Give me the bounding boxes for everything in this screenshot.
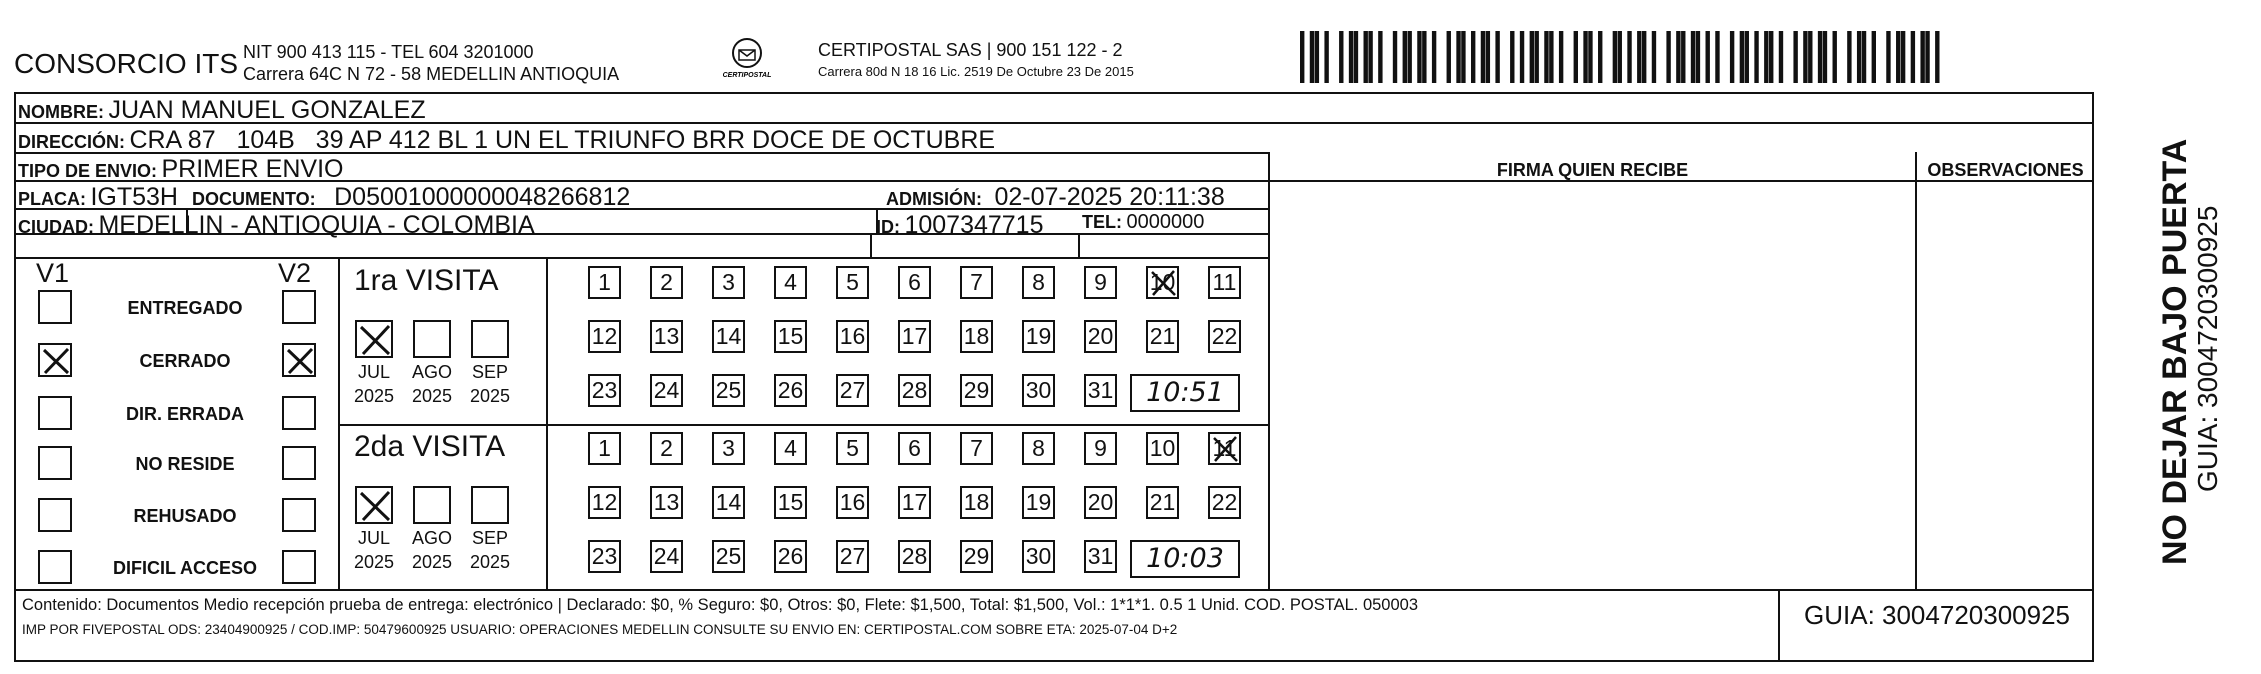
day-box[interactable] xyxy=(898,374,931,407)
day-number: 18 xyxy=(963,489,990,515)
day-number: 26 xyxy=(777,543,804,569)
day-box[interactable] xyxy=(1208,486,1241,519)
day-box[interactable] xyxy=(650,432,683,465)
tipo-label: TIPO DE ENVIO: xyxy=(18,161,158,181)
day-box[interactable] xyxy=(836,374,869,407)
day-box[interactable] xyxy=(650,320,683,353)
day-box[interactable] xyxy=(960,320,993,353)
ciudad-value: MEDELLIN - ANTIOQUIA - COLOMBIA xyxy=(98,211,535,239)
day-number: 14 xyxy=(715,489,742,515)
month-label: JUL xyxy=(357,528,390,548)
day-box[interactable] xyxy=(588,486,621,519)
visit-title: 1ra VISITA xyxy=(354,264,499,297)
month-label: AGO xyxy=(411,362,452,382)
id-label: ID: xyxy=(876,217,900,237)
day-number: 21 xyxy=(1149,489,1176,515)
day-number: 5 xyxy=(846,269,859,295)
status-label: ENTREGADO xyxy=(127,298,243,318)
nombre-value: JUAN MANUEL GONZALEZ xyxy=(108,96,426,124)
visit-time: 10:03 xyxy=(1130,540,1240,578)
day-number: 20 xyxy=(1087,323,1114,349)
day-box[interactable] xyxy=(712,266,745,299)
day-box[interactable] xyxy=(1208,432,1241,465)
nombre-row xyxy=(18,96,426,125)
direccion-label: DIRECCIÓN: xyxy=(18,132,125,152)
status-v1-checkbox[interactable] xyxy=(38,498,72,532)
day-number: 14 xyxy=(715,323,742,349)
day-number: 20 xyxy=(1087,489,1114,515)
documento-value: D05001000000048266812 xyxy=(334,183,631,211)
imp-text: IMP POR FIVEPOSTAL ODS: 23404900925 / COD.IMP: 50479600925 USUARIO: OPERACIONES MEDELLIN CONSULTE SU ENVIO EN: CERTIPOSTAL.COM SOBRE ETA: 2025-07-04 D+2 xyxy=(22,622,1178,637)
day-box[interactable] xyxy=(1208,320,1241,353)
day-box[interactable] xyxy=(712,540,745,573)
day-box[interactable] xyxy=(1084,432,1117,465)
day-number: 27 xyxy=(839,543,866,569)
id-row xyxy=(876,211,1044,240)
tipo-value: PRIMER ENVIO xyxy=(161,155,344,183)
day-box[interactable] xyxy=(1146,432,1179,465)
admision-value: 02-07-2025 20:11:38 xyxy=(994,183,1225,211)
day-number: 21 xyxy=(1149,323,1176,349)
day-number: 15 xyxy=(777,323,804,349)
company-name: CONSORCIO ITS xyxy=(14,48,239,79)
month-year: 2025 xyxy=(353,386,395,406)
day-number: 28 xyxy=(901,377,928,403)
day-box[interactable] xyxy=(774,320,807,353)
status-v1-checkbox[interactable] xyxy=(38,550,72,584)
status-v1-checkbox[interactable] xyxy=(38,343,72,377)
day-box[interactable] xyxy=(774,374,807,407)
side-line2: GUIA: 3004720300925 xyxy=(2192,205,2223,492)
day-box[interactable] xyxy=(588,540,621,573)
day-box[interactable] xyxy=(1146,320,1179,353)
day-box[interactable] xyxy=(898,540,931,573)
tipo-row xyxy=(18,155,343,184)
guia-box: GUIA: 3004720300925 xyxy=(1804,600,2070,630)
day-number: 31 xyxy=(1087,543,1114,569)
day-box[interactable] xyxy=(1084,266,1117,299)
day-number: 31 xyxy=(1087,377,1114,403)
day-box[interactable] xyxy=(898,320,931,353)
day-number: 4 xyxy=(784,435,797,461)
day-number: 13 xyxy=(653,489,680,515)
day-number: 26 xyxy=(777,377,804,403)
status-v1-checkbox[interactable] xyxy=(38,446,72,480)
day-box[interactable] xyxy=(1022,374,1055,407)
day-box[interactable] xyxy=(774,486,807,519)
day-box[interactable] xyxy=(1022,266,1055,299)
status-label: REHUSADO xyxy=(133,506,237,526)
observaciones-area[interactable] xyxy=(1917,182,2093,588)
admision-label: ADMISIÓN: xyxy=(886,189,982,209)
month-checkbox[interactable] xyxy=(413,320,451,358)
day-number: 6 xyxy=(908,435,921,461)
status-v2-checkbox[interactable] xyxy=(282,550,316,584)
month-label: JUL xyxy=(357,362,390,382)
day-number: 7 xyxy=(970,269,983,295)
day-number: 10 xyxy=(1149,269,1176,295)
day-box[interactable] xyxy=(650,266,683,299)
status-v2-checkbox[interactable] xyxy=(282,446,316,480)
day-number: 8 xyxy=(1032,435,1045,461)
day-number: 23 xyxy=(591,377,618,403)
admision-row xyxy=(886,183,1225,212)
day-box[interactable] xyxy=(836,266,869,299)
day-box[interactable] xyxy=(836,486,869,519)
month-year: 2025 xyxy=(353,552,395,572)
day-box[interactable] xyxy=(960,486,993,519)
day-number: 22 xyxy=(1211,489,1238,515)
day-number: 17 xyxy=(901,489,928,515)
day-number: 13 xyxy=(653,323,680,349)
day-box[interactable] xyxy=(588,266,621,299)
day-number: 6 xyxy=(908,269,921,295)
day-box[interactable] xyxy=(1084,320,1117,353)
tel-label: TEL: xyxy=(1082,212,1122,232)
day-number: 23 xyxy=(591,543,618,569)
day-number: 1 xyxy=(598,269,611,295)
documento-row xyxy=(192,183,630,212)
day-box[interactable] xyxy=(960,374,993,407)
day-box[interactable] xyxy=(1022,540,1055,573)
day-number: 25 xyxy=(715,543,742,569)
day-box[interactable] xyxy=(712,320,745,353)
barcode xyxy=(1300,31,1940,83)
day-box[interactable] xyxy=(898,432,931,465)
month-checkbox[interactable] xyxy=(413,486,451,524)
company-address: Carrera 64C N 72 - 58 MEDELLIN ANTIOQUIA xyxy=(243,64,620,84)
day-number: 10 xyxy=(1149,435,1176,461)
day-number: 24 xyxy=(653,377,680,403)
status-v1-checkbox[interactable] xyxy=(38,290,72,324)
day-number: 30 xyxy=(1025,377,1052,403)
day-box[interactable] xyxy=(712,486,745,519)
day-number: 11 xyxy=(1212,269,1237,295)
day-number: 9 xyxy=(1094,269,1107,295)
logo-text: CERTIPOSTAL xyxy=(722,72,772,79)
day-box[interactable] xyxy=(898,266,931,299)
ciudad-label: CIUDAD: xyxy=(18,217,94,237)
direccion-value: CRA 87 104B 39 AP 412 BL 1 UN EL TRIUNFO BRR DOCE DE OCTUBRE xyxy=(129,126,996,154)
day-number: 25 xyxy=(715,377,742,403)
month-year: 2025 xyxy=(411,386,453,406)
contenido-text: Contenido: Documentos Medio recepción prueba de entrega: electrónico | Declarado: $0, % Seguro: $0, Otros: $0, Flete: $1,500, Total: $1,500, Vol.: 1*1*1. 0.5 1 Unid. COD. POSTAL. 050003 xyxy=(22,596,1419,614)
day-number: 12 xyxy=(591,323,618,349)
status-v2-checkbox[interactable] xyxy=(282,498,316,532)
month-year: 2025 xyxy=(469,552,511,572)
day-box[interactable] xyxy=(588,432,621,465)
day-box[interactable] xyxy=(650,486,683,519)
day-box[interactable] xyxy=(1022,432,1055,465)
day-number: 9 xyxy=(1094,435,1107,461)
day-box[interactable] xyxy=(774,266,807,299)
day-box[interactable] xyxy=(1146,486,1179,519)
day-number: 28 xyxy=(901,543,928,569)
day-box[interactable] xyxy=(712,374,745,407)
day-box[interactable] xyxy=(1208,266,1241,299)
day-number: 22 xyxy=(1211,323,1238,349)
day-number: 17 xyxy=(901,323,928,349)
day-number: 29 xyxy=(963,377,990,403)
observaciones-label: OBSERVACIONES xyxy=(1927,160,2084,180)
id-value: 1007347715 xyxy=(904,211,1044,239)
month-label: SEP xyxy=(471,362,509,382)
day-number: 12 xyxy=(591,489,618,515)
day-number: 4 xyxy=(784,269,797,295)
status-label: CERRADO xyxy=(139,351,231,371)
day-box[interactable] xyxy=(712,432,745,465)
day-box[interactable] xyxy=(1084,486,1117,519)
month-year: 2025 xyxy=(469,386,511,406)
tel-row xyxy=(1082,211,1204,234)
day-number: 16 xyxy=(839,489,866,515)
certipostal-logo xyxy=(712,36,782,86)
side-warning xyxy=(2096,120,2223,570)
day-number: 16 xyxy=(839,323,866,349)
month-label: AGO xyxy=(411,528,452,548)
placa-label: PLACA: xyxy=(18,189,86,209)
status-v2-checkbox[interactable] xyxy=(282,290,316,324)
placa-value: IGT53H xyxy=(90,183,178,211)
month-checkbox[interactable] xyxy=(355,486,393,524)
visit-title: 2da VISITA xyxy=(354,430,506,463)
nit-tel: NIT 900 413 115 - TEL 604 3201000 xyxy=(243,42,534,62)
ciudad-row xyxy=(18,211,535,240)
day-number: 19 xyxy=(1025,323,1052,349)
day-box[interactable] xyxy=(1022,320,1055,353)
status-label: DIR. ERRADA xyxy=(125,404,244,424)
visit-time: 10:51 xyxy=(1130,374,1240,412)
day-number: 3 xyxy=(722,269,735,295)
day-box[interactable] xyxy=(836,320,869,353)
day-box[interactable] xyxy=(960,266,993,299)
day-number: 29 xyxy=(963,543,990,569)
day-number: 5 xyxy=(846,435,859,461)
day-box[interactable] xyxy=(1146,266,1179,299)
day-box[interactable] xyxy=(650,374,683,407)
day-number: 30 xyxy=(1025,543,1052,569)
month-year: 2025 xyxy=(411,552,453,572)
day-number: 3 xyxy=(722,435,735,461)
day-number: 2 xyxy=(660,269,673,295)
status-v2-checkbox[interactable] xyxy=(282,343,316,377)
status-label: DIFICIL ACCESO xyxy=(112,558,257,578)
day-box[interactable] xyxy=(774,432,807,465)
day-number: 19 xyxy=(1025,489,1052,515)
day-box[interactable] xyxy=(836,540,869,573)
month-checkbox[interactable] xyxy=(471,320,509,358)
side-line1: NO DEJAR BAJO PUERTA xyxy=(2156,138,2194,565)
day-box[interactable] xyxy=(1084,374,1117,407)
day-number: 27 xyxy=(839,377,866,403)
day-number: 2 xyxy=(660,435,673,461)
day-number: 11 xyxy=(1212,435,1237,461)
day-number: 18 xyxy=(963,323,990,349)
day-box[interactable] xyxy=(588,320,621,353)
status-v1-checkbox[interactable] xyxy=(38,396,72,430)
month-checkbox[interactable] xyxy=(471,486,509,524)
certipostal-line1: CERTIPOSTAL SAS | 900 151 122 - 2 xyxy=(818,40,1123,60)
month-checkbox[interactable] xyxy=(355,320,393,358)
status-v2-checkbox[interactable] xyxy=(282,396,316,430)
day-box[interactable] xyxy=(960,540,993,573)
day-box[interactable] xyxy=(650,540,683,573)
tel-value: 0000000 xyxy=(1126,211,1205,233)
day-box[interactable] xyxy=(960,432,993,465)
v1-label: V1 xyxy=(36,258,70,288)
day-number: 24 xyxy=(653,543,680,569)
month-label: SEP xyxy=(471,528,509,548)
day-box[interactable] xyxy=(1022,486,1055,519)
firma-label: FIRMA QUIEN RECIBE xyxy=(1496,160,1689,180)
documento-label: DOCUMENTO: xyxy=(192,189,316,209)
v2-label: V2 xyxy=(278,258,312,288)
day-box[interactable] xyxy=(588,374,621,407)
day-box[interactable] xyxy=(836,432,869,465)
nombre-label: NOMBRE: xyxy=(18,102,104,122)
day-box[interactable] xyxy=(774,540,807,573)
placa-row xyxy=(18,183,178,212)
day-box[interactable] xyxy=(898,486,931,519)
firma-area[interactable] xyxy=(1270,182,1914,588)
day-number: 7 xyxy=(970,435,983,461)
day-number: 15 xyxy=(777,489,804,515)
certipostal-line2: Carrera 80d N 18 16 Lic. 2519 De Octubre 23 De 2015 xyxy=(818,64,1134,79)
day-box[interactable] xyxy=(1084,540,1117,573)
status-label: NO RESIDE xyxy=(135,454,235,474)
day-number: 1 xyxy=(598,435,611,461)
day-number: 8 xyxy=(1032,269,1045,295)
direccion-row xyxy=(18,126,995,155)
